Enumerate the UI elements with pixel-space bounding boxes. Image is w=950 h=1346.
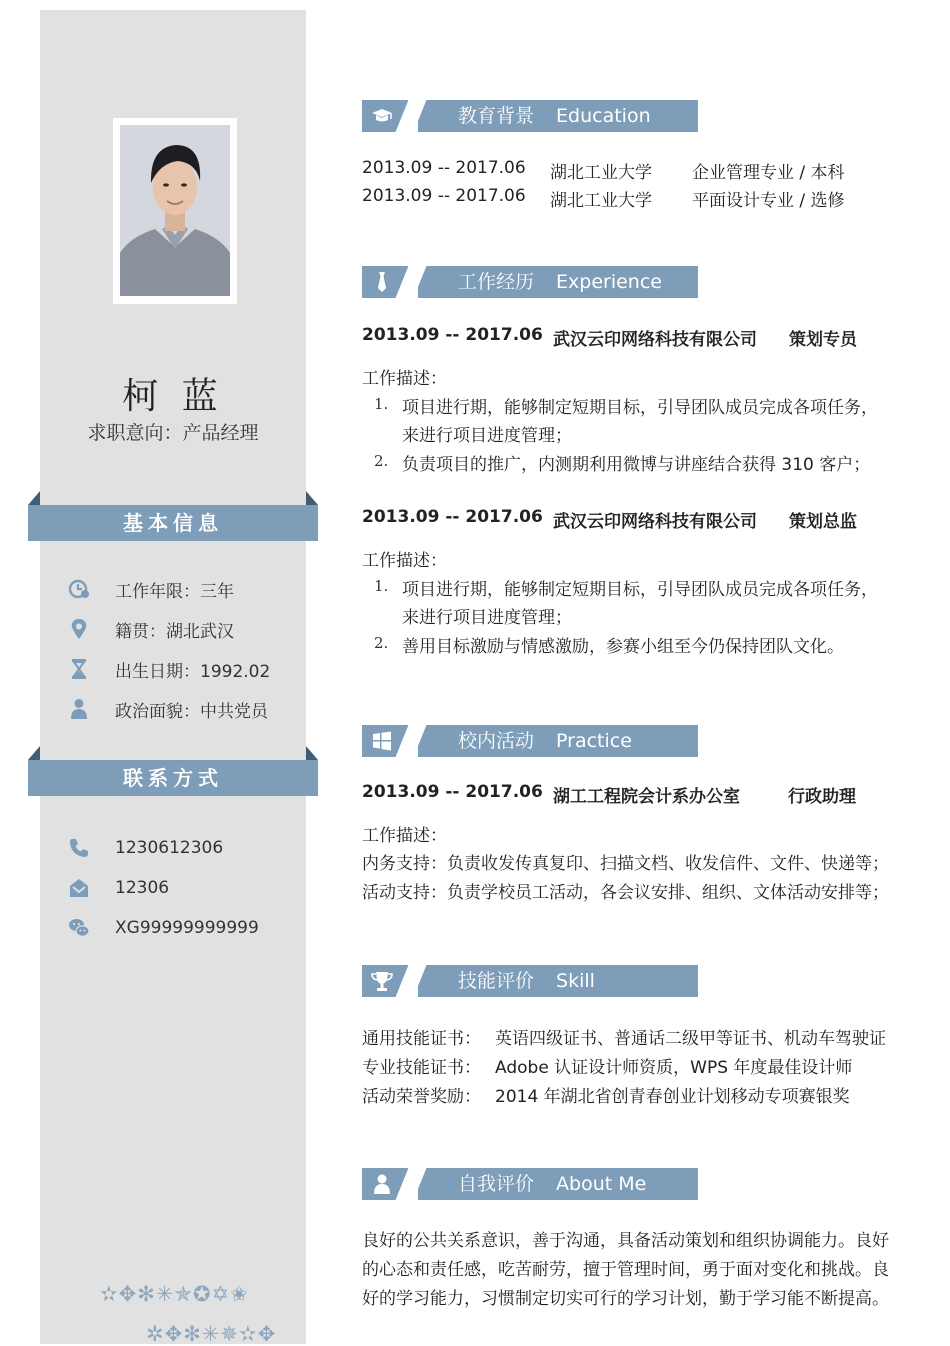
experience-title: 工作经历	[458, 271, 535, 293]
info-political-status-text: 政治面貌：中共党员	[115, 701, 268, 722]
about-line: 的心态和责任感，吃苦耐劳，擅于管理时间，勇于面对变化和挑战。良	[362, 1260, 889, 1280]
location-pin-icon	[68, 618, 90, 640]
contact-wechat	[68, 913, 259, 943]
education-date: 2013.09 -- 2017.06	[362, 158, 526, 178]
job-role: 策划专员	[789, 330, 857, 350]
practice-desc-line: 内务支持：负责收发传真复印、扫描文档、收发信件、文件、快递等；	[362, 854, 889, 874]
skill-label: 活动荣誉奖励：	[362, 1087, 481, 1107]
ribbon-fold-right	[306, 746, 318, 760]
experience-heading	[362, 266, 698, 298]
skill-title: 技能评价	[458, 970, 535, 992]
education-heading	[362, 100, 698, 132]
list-number: 1.	[374, 395, 389, 413]
job-company: 武汉云印网络科技有限公司	[553, 330, 757, 350]
practice-role: 行政助理	[788, 787, 856, 807]
practice-org: 湖工工程院会计系办公室	[553, 787, 740, 807]
education-title-en: Education	[556, 105, 651, 127]
job-desc-label: 工作描述：	[362, 369, 447, 389]
contact-heading: 联系方式	[28, 760, 318, 796]
practice-title-en: Practice	[556, 730, 632, 752]
info-birthdate-text: 出生日期：1992.02	[115, 661, 271, 682]
contact-phone-text: 1230612306	[115, 838, 224, 858]
user-icon	[370, 1173, 394, 1195]
skill-title-en: Skill	[556, 970, 595, 992]
education-school: 湖北工业大学	[550, 191, 652, 211]
skill-value: 2014 年湖北省创青春创业计划移动专项赛银奖	[495, 1087, 850, 1107]
about-line: 良好的公共关系意识，善于沟通，具备活动策划和组织协调能力。良好	[362, 1231, 889, 1251]
mail-icon	[68, 877, 90, 899]
wechat-icon	[68, 917, 90, 939]
list-item-continued: 来进行项目进度管理；	[402, 608, 572, 628]
practice-title: 校内活动	[458, 730, 535, 752]
info-hometown	[68, 614, 234, 644]
education-major: 平面设计专业 / 选修	[692, 191, 845, 211]
job-company: 武汉云印网络科技有限公司	[553, 512, 757, 532]
profile-photo	[113, 118, 237, 304]
job-date: 2013.09 -- 2017.06	[362, 507, 543, 527]
practice-desc-line: 活动支持：负责学校员工活动，各会议安排、组织、文体活动安排等；	[362, 883, 889, 903]
skill-value: 英语四级证书、普通话二级甲等证书、机动车驾驶证	[495, 1029, 886, 1049]
user-icon	[68, 698, 90, 720]
list-item: 项目进行期，能够制定短期目标，引导团队成员完成各项任务，	[402, 580, 878, 600]
education-title: 教育背景	[458, 105, 535, 127]
job-desc-label: 工作描述：	[362, 551, 447, 571]
ribbon-fold-left	[28, 491, 40, 505]
windows-icon	[370, 730, 394, 752]
education-major: 企业管理专业 / 本科	[692, 163, 845, 183]
decorative-stars-row: ✫✥✻✳✯✪✡✬	[100, 1282, 249, 1306]
basic-info-heading: 基本信息	[28, 505, 318, 541]
graduation-cap-icon	[370, 105, 394, 127]
info-birthdate	[68, 654, 270, 684]
practice-heading	[362, 725, 698, 757]
about-heading	[362, 1168, 698, 1200]
list-number: 2.	[374, 634, 389, 652]
skill-heading	[362, 965, 698, 997]
trophy-icon	[370, 970, 394, 992]
list-item: 善用目标激励与情感激励，参赛小组至今仍保持团队文化。	[402, 637, 844, 657]
ribbon-fold-left	[28, 746, 40, 760]
skill-value: Adobe 认证设计师资质，WPS 年度最佳设计师	[495, 1058, 853, 1078]
practice-desc-label: 工作描述：	[362, 826, 447, 846]
about-title-en: About Me	[556, 1173, 647, 1195]
about-line: 好的学习能力，习惯制定切实可行的学习计划，勤于学习能不断提高。	[362, 1289, 889, 1309]
list-item-continued: 来进行项目进度管理；	[402, 426, 572, 446]
clock-icon	[68, 578, 90, 600]
education-school: 湖北工业大学	[550, 163, 652, 183]
contact-email	[68, 873, 169, 903]
list-item: 项目进行期，能够制定短期目标，引导团队成员完成各项任务，	[402, 398, 878, 418]
job-objective: 求职意向：产品经理	[87, 422, 259, 444]
about-title: 自我评价	[458, 1173, 535, 1195]
hourglass-icon	[68, 658, 90, 680]
list-item: 负责项目的推广，内测期利用微博与讲座结合获得 310 客户；	[402, 455, 871, 475]
list-number: 2.	[374, 452, 389, 470]
education-date: 2013.09 -- 2017.06	[362, 186, 526, 206]
job-role: 策划总监	[789, 512, 857, 532]
experience-title-en: Experience	[556, 271, 662, 293]
candidate-name: 柯 蓝	[122, 376, 224, 417]
info-work-years	[68, 574, 234, 604]
list-number: 1.	[374, 577, 389, 595]
decorative-stars-row: ✲✥✻✳✵✫✥	[146, 1322, 277, 1346]
info-hometown-text: 籍贯：湖北武汉	[115, 621, 234, 642]
contact-email-text: 12306	[115, 878, 170, 898]
skill-label: 专业技能证书：	[362, 1058, 481, 1078]
contact-wechat-text: XG99999999999	[115, 918, 259, 938]
practice-date: 2013.09 -- 2017.06	[362, 782, 543, 802]
info-political-status	[68, 694, 268, 724]
necktie-icon	[370, 271, 394, 293]
ribbon-fold-right	[306, 491, 318, 505]
phone-icon	[68, 837, 90, 859]
profile-photo-image	[120, 125, 230, 296]
job-date: 2013.09 -- 2017.06	[362, 325, 543, 345]
skill-label: 通用技能证书：	[362, 1029, 481, 1049]
info-work-years-text: 工作年限：三年	[115, 581, 234, 602]
contact-phone	[68, 833, 223, 863]
